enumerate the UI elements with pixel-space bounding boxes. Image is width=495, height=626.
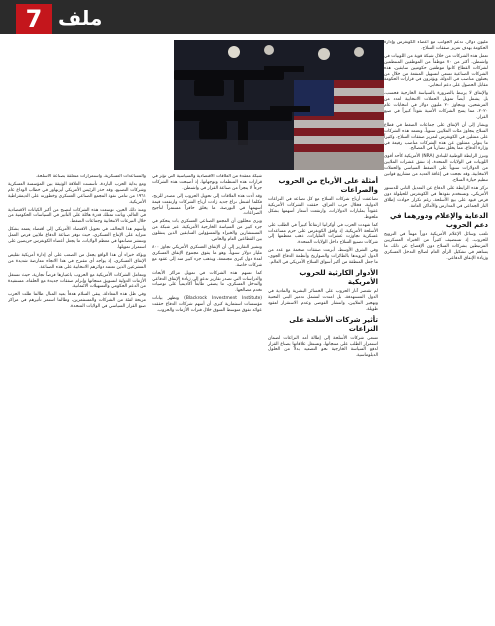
paragraph: ويؤكد خبراء أن هذا الواقع يجعل من الصعب على أي إدارة أمريكية تقليص الإنفاق العسكري، إذ يواجه أي مقترح في هذا الاتجاه معارضة شديدة من المشرعين الذين تعتمد دوائرهم الانتخابية على هذه الصناعة.: [8, 252, 146, 270]
paragraph: وتبرز الرابطة الوطنية للبنادق (NRA) الأمريكية كأحد أقوى اللوبيات في الولايات المتحدة، إذ تنفق عشرات الملايين من الدولارات سنوياً على الضغط السياسي والحملات الانتخابية، وقد نجحت في إعاقة العديد من مشاريع قوانين تنظيم حيازة السلاح.: [384, 154, 488, 183]
paragraph: لم تقتصر آثار الحروب على الخسائر البشرية والمادية في الدول المستهدفة، بل امتدت لتشمل تدمير البنى التحتية وتهجير الملايين، وانتشار الفوضى وعدم الاستقرار لعقود طويلة.: [268, 288, 378, 312]
paragraph: وقد أدت هذه العلاقات إلى تحويل الحروب إلى مصدر للربح، فكلما اشتعل نزاع جديد زادت أرباح الشركات وارتفعت قيمة أسهمها في البورصة، ما يخلق حافزاً مستمراً لتأجيج الصراعات.: [152, 193, 262, 217]
rifle-and-flag-illustration: [174, 40, 384, 170]
paragraph: ويرى محللون أن المجمع الصناعي العسكري بات يتحكم في جزء كبير من السياسة الخارجية الأمريكية، عبر شبكة من المستشارين والخبراء والمسؤولين السابقين الذين يتنقلون بين القطاعين العام والخاص.: [152, 219, 262, 243]
paragraph: وتتعامل الشركات الأمريكية مع الحروب باعتبارها فرصاً تجارية، حيث تستغل الأزمات الدولية لتسويق منتجاتها وإبرام صفقات جديدة مع الحلفاء، مستفيدة من الدعم الحكومي والتسهيلات الائتمانية.: [8, 272, 146, 290]
column-left: [152, 174, 262, 620]
paragraph: ملیون دولار، تدعم الجوانب مع أعضاء الكونغرس وإدارة الحكومة بهدف تعزيز صفقات السلاح.: [384, 40, 488, 51]
paragraph: شبكة معقدة من العلاقات الاقتصادية والسياسية التي تؤثر في قرارات هذه المنظمات وتوجهاتها، إذ أصبحت هذه الشركات جزءاً لا يتجزأ من صناعة القرار في واشنطن.: [152, 174, 262, 191]
subheading: أمثلة على الأرباح من الحروب والصراعات: [278, 177, 378, 194]
column-middle: [268, 174, 378, 620]
section-title: ملف: [58, 6, 103, 30]
paragraph: تسعى شركات الأسلحة إلى إطالة أمد النزاعات لضمان استمرار الطلب على منتجاتها، وتستغل علاقاتها بصناع القرار لدفع السياسة الخارجية نحو التصعيد بدلاً من الحلول الدبلوماسية.: [268, 335, 378, 359]
page-number: 7: [16, 4, 52, 34]
paragraph: تعمل هذه الشركات من خلال شبكة قوية من اللوبيات في واشنطن، أكثر من ٧٠ موظفاً من الموظفين المنتظمين لشركات القطاع كانوا موظفين حكوميين سابقين، هذه الشركات الصناعية تسعى لتسهيل المنفعة من خلال من يحتلون مناصب في الدولة، ويؤثرون في قرارات الحكومة مقابل الحصول على دعم انتخابي.: [384, 53, 488, 89]
paragraph: كما تسهم هذه الشركات في تمويل مراكز الأبحاث والدراسات التي تصدر تقارير تدعو إلى زيادة الإنفاق الدفاعي والتدخل العسكري، ما يضفي طابعاً أكاديمياً على توصيات تخدم مصالحها.: [152, 270, 262, 294]
paragraph: كما شهدت الحرب في أوكرانيا ارتفاعاً كبيراً في الطلب على الأسلحة الأمريكية، إذ وافق الكونغرس على حزم مساعدات عسكرية تجاوزت عشرات المليارات، ذهب معظمها إلى شركات تصنيع السلاح داخل الولايات المتحدة.: [268, 222, 378, 246]
subheading: الأدوار الكارثية للحروب الأمريكية: [299, 268, 378, 286]
paragraph: تضاعفت أرباح شركات السلاح مع كل تصاعد في النزاعات الدولية، فخلال حرب العراق، حققت الشركات الأمريكية عقوداً بمليارات الدولارات، وارتفعت أسعار أسهمها بشكل ملحوظ.: [268, 197, 378, 220]
column-right: [384, 40, 488, 620]
paragraph: تركز هذه الرابطة على الدفاع عن التعديل الثاني للدستور الأمريكي، وتستخدم نفوذها في الكونغرس للحيلولة دون فرض قيود على بيع الأسلحة، رغم تكرار حوادث إطلاق النار الجماعي في المدارس والأماكن العامة.: [384, 185, 488, 209]
paragraph: وتشير التقارير إلى أن الإنفاق العسكري الأمريكي تجاوز ٨٠٠ مليار دولار سنوياً، وهو ما يفوق مجموع الإنفاق العسكري لعدة دول كبرى مجتمعة، ويذهب جزء كبير منه إلى عقود مع شركات خاصة.: [152, 244, 262, 268]
paragraph: تلعب وسائل الإعلام الأمريكية دوراً مهماً في الترويج للحروب، إذ تستضيف كثيراً من الخبراء العسكريين المرتبطين بشركات السلاح دون الإفصاح عن ذلك، ما يساهم في تشكيل الرأي العام لصالح التدخل العسكري وزيادة الإنفاق الدفاعي.: [384, 232, 488, 262]
paragraph: وفي ظل هذه المعادلة، يبقى السلام هدفاً بعيد المنال طالما ظلت الحرب مربحة لفئة من الشركات والمستثمرين، وطالما استمر تأثيرهم في مراكز صنع القرار السياسي في الولايات المتحدة.: [8, 292, 146, 310]
paragraph: ويشار إلى أن الإنفاق على جماعات الضغط في قطاع السلاح يتجاوز مئات الملايين سنوياً، وتعتمد هذه الشركات على ممثلين في الكونغرس لتمرير صفقات السلاح، وكثيراً ما يتولى ممثلون عن هذه الشركات مناصب رفيعة في وزارة الدفاع، مما يخلق تضارباً في المصالح.: [384, 122, 488, 152]
paragraph: ومع بداية الحرب الباردة، تأسست العلاقة الوثيقة بين المؤسسة العسكرية وشركات التصنيع، وقد حذر الرئيس الأمريكي أيزنهاور في خطاب الوداع عام ١٩٦١ من تنامي نفوذ المجمع الصناعي العسكري وخطورته على الديمقراطية الأمريكية.: [8, 181, 146, 205]
paragraph: وأسهم هذا التحالف في تحويل الاقتصاد الأمريكي إلى اقتصاد يعتمد بشكل متزايد على الإنتاج العسكري، حيث توفر صناعة الدفاع ملايين فرص العمل وتنتشر مصانعها في معظم الولايات، ما يجعل أعضاء الكونغرس حريصين على استمرار تمويلها.: [8, 227, 146, 250]
subheading: تأثير شركات الأسلحة على النزاعات: [289, 315, 378, 333]
rifle-and-flag-photo: [174, 40, 384, 170]
paragraph: والمساعدات العسكرية، واستمرارات متعلقة بصناعة الأسلحة.: [35, 174, 146, 179]
paragraph: والإنفاق لا يرتبط بالضرورة بالسياسة الخارجية فحسب، بل يشمل أيضاً تمويل الحملات الانتخابية لعدد من المرشحين، ويتجاوز ٢٠ مليون دولار في انتخابات عام ٢٠٢٠، مما يمنح الشركات الأمنية نفوذاً كبيراً في صنع القرار.: [384, 91, 488, 120]
paragraph: وفي الشرق الأوسط، أبرمت صفقات ضخمة مع عدد من الدول لتزويدها بالطائرات والصواريخ وأنظمة الدفاع الجوي، ما جعل المنطقة من أكبر أسواق السلاح الأمريكي في العالم.: [268, 248, 378, 266]
subheading: الدعاية والإعلام ودورهما في دعم الحروب: [389, 212, 488, 230]
article-body: [8, 40, 488, 620]
column-far-left: [8, 174, 146, 620]
paragraph: ومنذ ذلك الحين، توسعت هذه الشركات لتصبح من أكبر الكيانات الاقتصادية في العالم، وباتت تمتلك قدرة هائلة على التأثير في السياسات الحكومية من خلال التبرعات الانتخابية وجماعات الضغط.: [8, 207, 146, 225]
header-bar: [0, 0, 495, 34]
paragraph: (Blackrock Investment Institute) وتظهر بيانات مؤسسات استثمارية كبرى أن أسهم شركات الدفاع حققت عوائد تفوق متوسط السوق خلال فترات الأزمات والحروب.: [152, 296, 262, 314]
